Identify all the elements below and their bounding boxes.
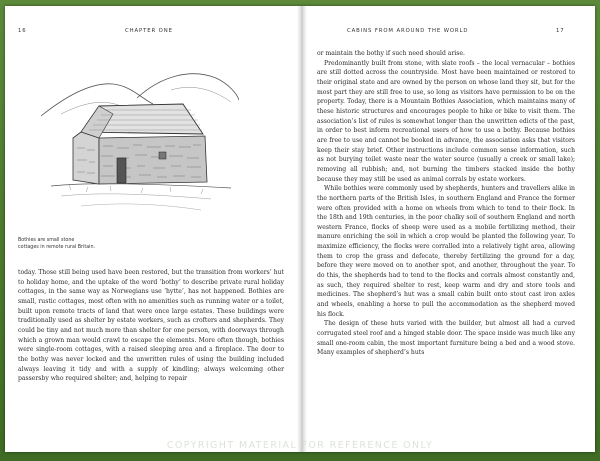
left-page [5,6,297,452]
paragraph: While bothies were commonly used by shepherds, hunters and travellers alike in the northern parts of the British Isles, in southern England and France the former were often provided with a home on wheels from which to tend to their flock. In the 18th and 19th centuries, in the poor chalky soil of southern England and north western France, flocks of sheep were used as a mobile fertilizing method, their manure enriching the soil in which a crop would be planted the following year. To maximize efficiency, the flocks were corralled into a relatively tight area, allowing them to crop the grass and defecate, thereby fertilizing the ground for a day, before they were moved on to another spot, and another, throughout the year. To do this, the shepherds had to tend to the flocks and corrals almost constantly and, as such, they required shelter to rest, keep warm and dry and store tools and medicines. The shepherd’s hut was a small cabin built onto stout cast iron axles and wheels, enabling a horse to pull the accommodation as the shepherd moved his flock. [317,185,575,318]
right-page-number: 17 [556,28,565,34]
bothy-illustration [41,54,239,214]
left-body-text [18,268,284,384]
left-page-number: 16 [18,28,27,34]
right-body-text [317,49,575,358]
right-page [303,6,595,452]
left-running-head: CHAPTER ONE [125,28,173,34]
right-running-head: CABINS FROM AROUND THE WORLD [347,28,469,34]
paragraph: The design of these huts varied with the builder, but almost all had a curved corrugated steel roof and a hinged stable door. The space inside was much like any small one-room cabin, the most important furniture being a bed and a wood stove. Many examples of shepherd’s huts [317,320,576,357]
paragraph: today. Those still being used have been restored, but the transition from workers’ hut to holiday home, and the uptake of the word ‘bothy’ to describe private rural holiday cottages, in the same way as Norwegians use ‘hytte’, has not happened. Bothies are small, rustic cottages, most often with no amenities such as running water or a toilet, built upon remote tracts of land that were once large estates. These buildings were traditionally used as shelter by estate workers, such as crofters and shepherds. They could be tiny and not much more than shelter for one person, with doorways through which a grown man would crawl to escape the elements. More often though, bothies were single-room cottages, with a raised sleeping area and a fireplace. The door to the bothy was never locked and the unwritten rules of using the building included always leaving it tidy and with a supply of kindling; always welcoming other passersby who required shelter; and, helping to repair [18,269,284,383]
copyright-watermark: COPYRIGHT MATERIAL FOR REFERENCE ONLY [166,440,434,451]
illustration-caption [18,237,128,251]
paragraph: Predominantly built from stone, with slate roofs – the local vernacular – bothies are still dotted across the countryside. Most have been maintained or restored to their original state and are owned by the person on whose land they sit, but for the most part they are still free to use, so long as visitors have permission to be on the property. Today, there is a Mountain Bothies Association, which maintains many of these historic structures and encourages people to hike or bike to visit them. The association’s list of rules is somewhat longer than the unwritten edicts of the past, in order to best inform recreational users of how to use a bothy. Because bothies are free to use and cannot be booked in advance, the association asks that visitors keep their stay brief. Other instructions include common sense information, such as not burying toilet waste near the water source (usually a creek or small lake); removing all rubbish; and, not burning the timbers stacked inside the bothy because they may still be used as animal corrals by estate workers. [317,59,575,183]
book-spread [5,6,595,452]
caption-line: Bothies are small stone [18,238,75,243]
paragraph: or maintain the bothy if such need should arise. [317,50,465,57]
caption-line: cottages in remote rural Britain. [18,245,96,250]
